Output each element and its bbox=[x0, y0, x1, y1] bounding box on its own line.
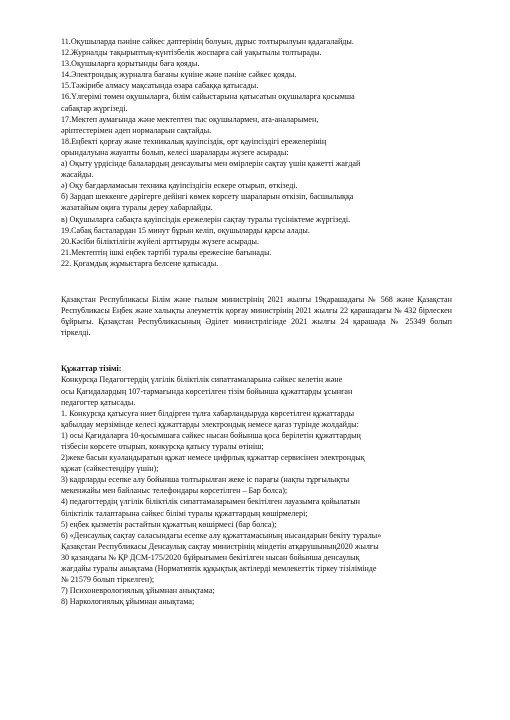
duty-line: ә) Оқу бағдарламасын техника қауіпсіздігін ескере отырып, өткізеді. bbox=[61, 181, 298, 191]
spacer bbox=[61, 352, 452, 363]
duty-line: 12.Журналды тақырыптық-күнтізбелік жоспарға сай уақытылы толтырады. bbox=[61, 48, 322, 58]
documents-heading: Құжаттар тізімі: bbox=[61, 364, 122, 374]
document-requirement-line: Қазақстан Республикасы Денсаулық сақтау министрінің міндетін атқарушының2020 жылғы bbox=[61, 541, 379, 551]
spacer bbox=[61, 283, 452, 294]
document-requirement-line: қабылдау мерзімінде келесі құжаттарды электрондық немесе қағаз түрінде жолдайды: bbox=[61, 419, 359, 429]
duty-line: 21.Мектептің ішкі еңбек тәртібі туралы ережесіне бағынады. bbox=[61, 247, 272, 257]
duty-line: сабақтар жүргізеді. bbox=[61, 103, 128, 113]
duty-line: жазатайым оқиға туралы дереу хабарлайды. bbox=[61, 203, 213, 213]
duty-line: орындалуына жауапты болып, келесі шараларды жүзеге асырады: bbox=[61, 147, 289, 157]
duty-line: б) Зардап шеккенге дәрігерге дейінгі көмек көрсету шараларын өткізіп, басшылыққа bbox=[61, 192, 354, 202]
duty-line: а) Оқыту үрдісінде балалардың денсаулығы мен өмірлерін сақтау үшін қажетті жағдай bbox=[61, 159, 361, 169]
document-requirement-line: 1) осы Қағидаларға 10-қосымшаға сәйкес нысан бойынша қоса берілетін құжаттардың bbox=[61, 430, 361, 440]
document-requirement-line: жағдайы туралы анықтама (Нормативтік құқықтық актілерді мемлекеттік тіркеу тізілімінде bbox=[61, 564, 377, 574]
spacer bbox=[61, 338, 452, 352]
duties-list bbox=[61, 36, 452, 269]
duty-line: 19.Сабақ басталардан 15 минут бұрын келіп, оқушыларды қарсы алады. bbox=[61, 225, 310, 235]
legal-reference-paragraph: Қазақстан Республикасы Білім және ғылым министрінің 2021 жылғы 19қарашадағы № 568 және Қазақстан Республикасы Еңбек және халықты әлеуметтік қорғау министрінің 2021 жылғы 22 қарашадағы № 432 бірлескен бұйрығы. Қазақстан Республикасының Әділет министрлігінде 2021 жылғы 24 қарашада № 25349 болып тіркелді. bbox=[61, 294, 452, 338]
duty-line: 11.Оқушыларда пәніне сәйкес дәптерінің болуын, дұрыс толтырылуын қадағалайды. bbox=[61, 37, 354, 46]
document-requirement-line: 8) Наркологиялық ұйымнан анықтама; bbox=[61, 597, 195, 607]
document-requirement-line: тізбесін көрсете отырып, конкурсқа қатысу туралы өтініш; bbox=[61, 442, 264, 451]
duty-line: 14.Электрондық журналға бағаны күніне және пәніне сәйкес қояды. bbox=[61, 70, 297, 80]
document-requirement-line: 3) кадрларды есепке алу бойынша толтырылған жеке іс парағы (нақты тұрғылықты bbox=[61, 475, 350, 485]
duty-line: 16.Үлгерімі төмен оқушыларға, білім сайыстарына қатысатын оқушыларға қосымша bbox=[61, 92, 355, 102]
duty-line: жасайды. bbox=[61, 170, 94, 180]
document-requirement-line: педагогтер қатысады. bbox=[61, 397, 136, 407]
document-requirement-line: № 21579 болып тіркелген); bbox=[61, 575, 155, 585]
duty-line: 22. Қоғамдық жұмыстарға белсене қатысады. bbox=[61, 258, 219, 268]
document-requirement-line: құжат (сәйкестендіру үшін); bbox=[61, 464, 159, 474]
duty-line: в) Оқушыларға сабақта қауіпсіздік ережелерін сақтау туралы түсініктеме жүргізеді. bbox=[61, 214, 351, 224]
document-requirement-line: мекенжайы мен байланыс телефондары көрсетілген – Бар болса); bbox=[61, 486, 288, 496]
duty-line: 20.Кәсіби біліктілігін жүйелі арттыруды жүзеге асырады. bbox=[61, 236, 259, 246]
document-requirement-line: 5) еңбек қызметін растайтын құжаттың көшірмесі (бар болса); bbox=[61, 519, 277, 529]
duty-line: 17.Мектеп аумағында және мектептен тыс оқушылармен, ата-аналарымен, bbox=[61, 114, 319, 124]
document-requirement-line: 30 қазандағы № ҚР ДСМ-175/2020 бұйрығымен бекітілген нысан бойынша денсаулық bbox=[61, 552, 360, 562]
documents-list bbox=[61, 374, 452, 607]
duty-line: әріптестерімен әдеп нормаларын сақтайды. bbox=[61, 125, 212, 135]
spacer bbox=[61, 269, 452, 283]
document-requirement-line: 1. Конкурсқа қатысуға ниет білдірген тұлға хабарландыруда көрсетілген құжаттарды bbox=[61, 408, 355, 418]
document-requirement-line: 4) педагогтердің үлгілік біліктілік сипаттамаларымен бекітілген лауазымға қойылатын bbox=[61, 497, 360, 507]
duty-line: 18.Еңбекті қорғау және техникалық қауіпсіздік, өрт қауіпсіздігі ережелерінің bbox=[61, 136, 327, 146]
document-requirement-line: 2)жеке басын куәландыратын құжат немесе цифрлық құжаттар сервисінен электрондық bbox=[61, 453, 365, 463]
duty-line: 13.Оқушыларға қорытынды баға қояды. bbox=[61, 59, 200, 69]
document-requirement-line: Конкурсқа Педагогтердің үлгілік біліктілік сипаттамаларына сәйкес келетін және bbox=[61, 375, 343, 385]
document-requirement-line: 6) «Денсаулық сақтау саласындағы есепке алу құжаттамасының нысандарын бекіту туралы» bbox=[61, 530, 382, 540]
document-requirement-line: 7) Психоневрологиялық ұйымнан анықтама; bbox=[61, 586, 215, 596]
duty-line: 15.Тәжірибе алмасу мақсатында өзара сабаққа қатысады. bbox=[61, 81, 259, 91]
document-requirement-line: осы Қағидалардың 107-тармағында көрсетілген тізім бойынша құжаттарды ұсынған bbox=[61, 386, 353, 396]
document-requirement-line: біліктілік талаптарына сәйкес білімі туралы құжаттардың көшірмелері; bbox=[61, 508, 308, 518]
